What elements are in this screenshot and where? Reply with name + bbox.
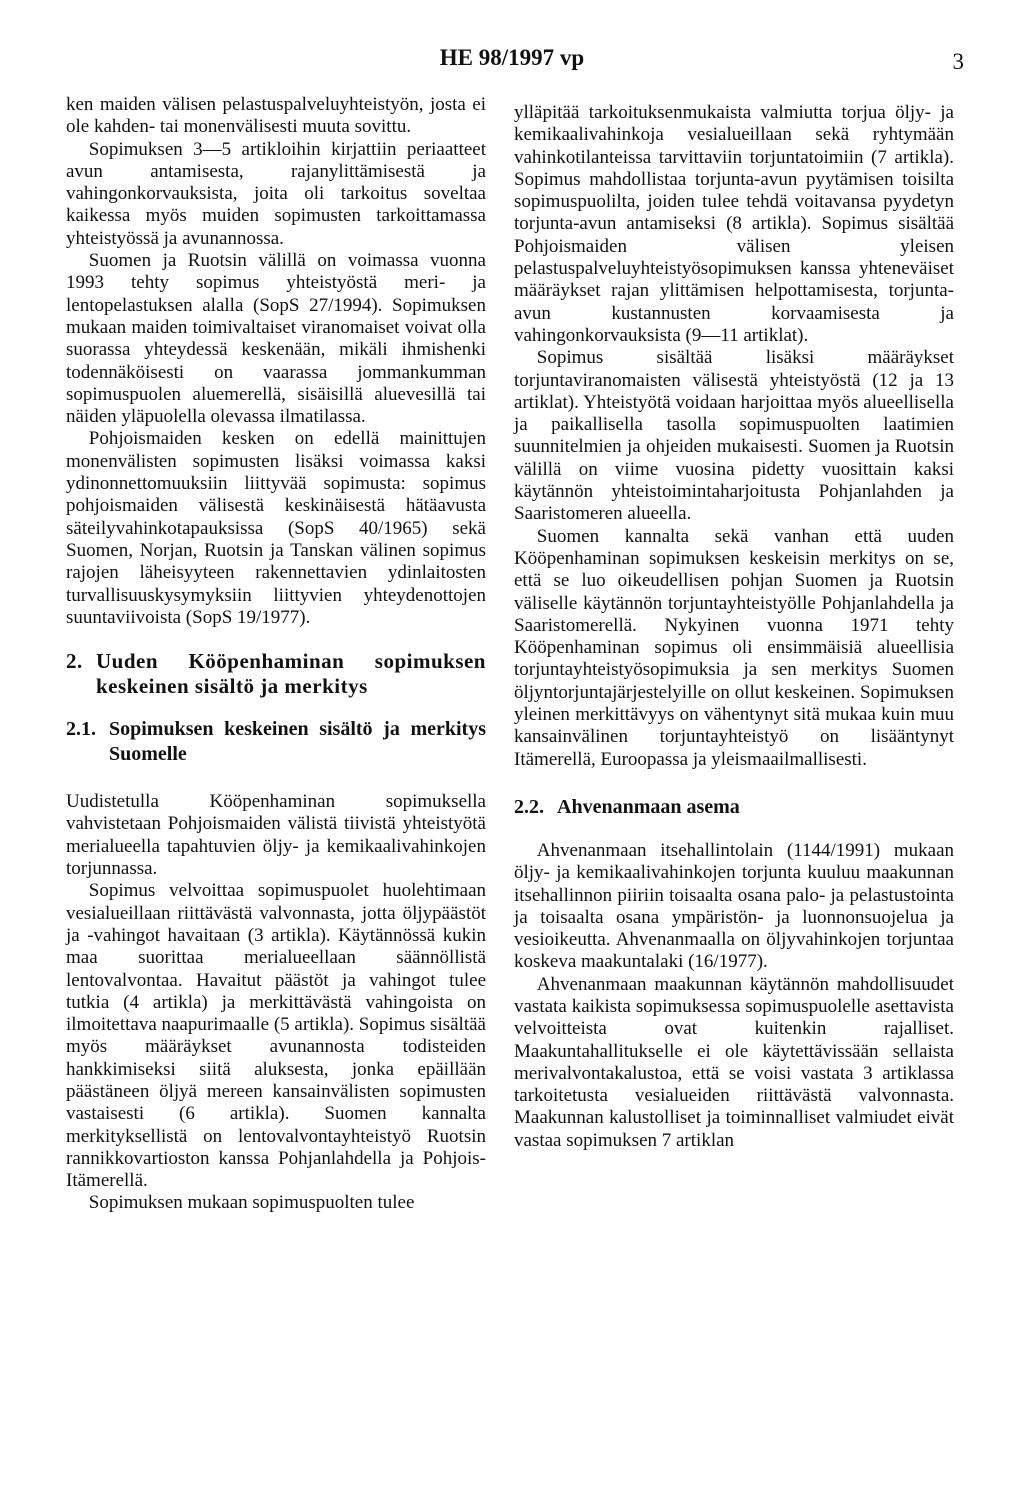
paragraph: Sopimus velvoittaa sopimuspuolet huolehtimaan vesialueillaan riittävästä valvonnasta, jotta öljypäästöt ja -vahingot havaitaan (3 artikla). Käytännössä kukin maa suorittaa merialueellaan säännöllistä lentovalvontaa. Havaitut päästöt ja vahingot tulee tutkia (4 artikla) ja merkittävästä vahingoista on ilmoitettava naapurimaalle (5 artikla). Sopimus sisältää myös määräykset avunannosta todisteiden hankkimiseksi siitä aluksesta, jonka epäillään päästäneen öljyä mereen kansainvälisten sopimusten vastaisesti (6 artikla). Suomen kannalta merkityksellistä on lentovalvontayhteistyö Ruotsin rannikkovartioston kanssa Pohjanlahdella ja Pohjois-Itämerellä. <box>66 880 486 1192</box>
left-column <box>66 94 486 1215</box>
subsection-heading <box>514 795 954 820</box>
section-number: 2. <box>66 649 83 674</box>
paragraph: Uudistetulla Kööpenhaminan sopimuksella vahvistetaan Pohjoismaiden välistä tiivistä yhteistyötä merialueella tapahtuvien öljy- ja kemikaalivahinkojen torjunnassa. <box>66 791 486 880</box>
paragraph: Sopimuksen mukaan sopimuspuolten tulee <box>88 1192 415 1214</box>
subsection-number: 2.1. <box>66 718 96 741</box>
paragraph: Sopimus sisältää lisäksi määräykset torjuntaviranomaisten välisestä yhteistyöstä (12 ja 13 artiklat). Yhteistyötä voidaan harjoittaa myös alueellisella ja paikallisella tasolla sopimuspuolten laatimien suunnitelmien ja ohjeiden mukaisesti. Suomen ja Ruotsin välillä on viime vuosina pidetty vuosittain kaksi käytännön yhteistoimintaharjoitusta Pohjanlahden ja Saaristomeren alueella. <box>514 347 954 525</box>
subsection-heading <box>66 717 486 767</box>
page-number: 3 <box>952 49 964 74</box>
paragraph: Ahvenanmaan itsehallintolain (1144/1991) mukaan öljy- ja kemikaalivahinkojen torjunta kuuluu maakunnan itsehallinnon piiriin toisaalta osana palo- ja pelastustointa ja toisaalta osana ympäristön- ja luonnonsuojelua ja vesioikeutta. Ahvenanmaalla on öljyvahinkojen torjuntaa koskeva maakuntalaki (16/1977). <box>514 839 954 973</box>
paragraph: Suomen ja Ruotsin välillä on voimassa vuonna 1993 tehty sopimus yhteistyöstä meri- ja lentopelastuksen alalla (SopS 27/1994). Sopimuksen mukaan maiden toimivaltaiset viranomaiset voivat olla suorassa yhteydessä keskenään, mikäli ihmishenki todennäköisesti on vaarassa jommankumman sopimuspuolen aluemerellä, sisäisillä aluevesillä tai näiden yläpuolella olevassa ilmatilassa. <box>66 250 486 428</box>
paragraph: ylläpitää tarkoituksenmukaista valmiutta torjua öljy- ja kemikaalivahinkoja vesialueillaan sekä ryhtymään vahinkotilanteissa tarvittaviin torjuntatoimiin (7 artikla). Sopimus mahdollistaa torjunta-avun pyytämisen toisilta sopimuspuolilta, joiden tulee tehdä voitavansa pyydetyn torjunta-avun antamiseksi (8 artikla). Sopimus sisältää Pohjoismaiden välisen yleisen pelastuspalveluyhteistyösopimuksen kanssa yhteneväiset määräykset rajan ylittämisen helpottamisesta, torjunta-avun kustannusten korvaamisesta ja vahingonkorvauksista (9—11 artiklat). <box>514 102 954 346</box>
paragraph: Sopimuksen 3—5 artikloihin kirjattiin periaatteet avun antamisesta, rajanylittämisestä ja vahingonkorvauksista, joita oli tarkoitus soveltaa kaikessa myös muiden sopimusten tarkoittamassa yhteistyössä ja avunannossa. <box>66 138 486 249</box>
right-column <box>514 102 954 1152</box>
paragraph: Pohjoismaiden kesken on edellä mainittujen monenvälisten sopimusten lisäksi voimassa kaksi ydinonnettomuuksiin liittyvää sopimusta: sopimus pohjoismaiden välisestä keskinäisestä hätäavusta säteilyvahinkotapauksissa (SopS 40/1965) sekä Suomen, Norjan, Ruotsin ja Tanskan välinen sopimus rajojen läheisyyteen rakennettavien ydinlaitosten turvallisuuskysymyksiin liittyvien yhteydenottojen suuntaviivoista (SopS 19/1977). <box>66 428 486 628</box>
page-header-title: HE 98/1997 vp <box>439 45 585 70</box>
section-heading <box>66 649 486 699</box>
paragraph: Suomen kannalta sekä vanhan että uuden Kööpenhaminan sopimuksen keskeisin merkitys on se, että se luo oikeudellisen pohjan Suomen ja Ruotsin väliselle käytännön torjuntayhteistyölle Pohjanlahdella ja Saaristomerellä. Nykyinen vuonna 1971 tehty Kööpenhaminan sopimus oli ensimmäisiä alueellisia torjuntayhteistyösopimuksia ja sen merkitys Suomen öljyntorjuntajärjestelyille on ollut keskeinen. Sopimuksen yleinen merkittävyys on vähentynyt sitä mukaa kuin muu kansainvälinen torjuntayhteistyö on lisääntynyt Itämerellä, Euroopassa ja yleismaailmallisesti. <box>514 525 954 770</box>
subsection-number: 2.2. <box>514 795 544 818</box>
paragraph: Ahvenanmaan maakunnan käytännön mahdollisuudet vastata kaikista sopimuksessa sopimuspuolelle asettavista velvoitteista ovat kuitenkin rajalliset. Maakuntahallitukselle ei ole käytettävissään sellaista merivalvontakalustoa, että se voisi vastata 3 artiklassa tarkoitetusta vesialueiden riittävästä valvonnasta. Maakunnan kalustolliset ja toiminnalliset valmiudet eivät vastaa sopimuksen 7 artiklan <box>514 973 954 1151</box>
paragraph: ken maiden välisen pelastuspalveluyhteistyön, josta ei ole kahden- tai monenvälisesti muuta sovittu. <box>66 94 486 138</box>
subsection-title: Ahvenanmaan asema <box>557 795 740 818</box>
subsection-title: Sopimuksen keskeinen sisältö ja merkitys Suomelle <box>109 718 486 766</box>
section-title: Uuden Kööpenhaminan sopimuksen keskeinen sisältö ja merkitys <box>96 649 486 699</box>
